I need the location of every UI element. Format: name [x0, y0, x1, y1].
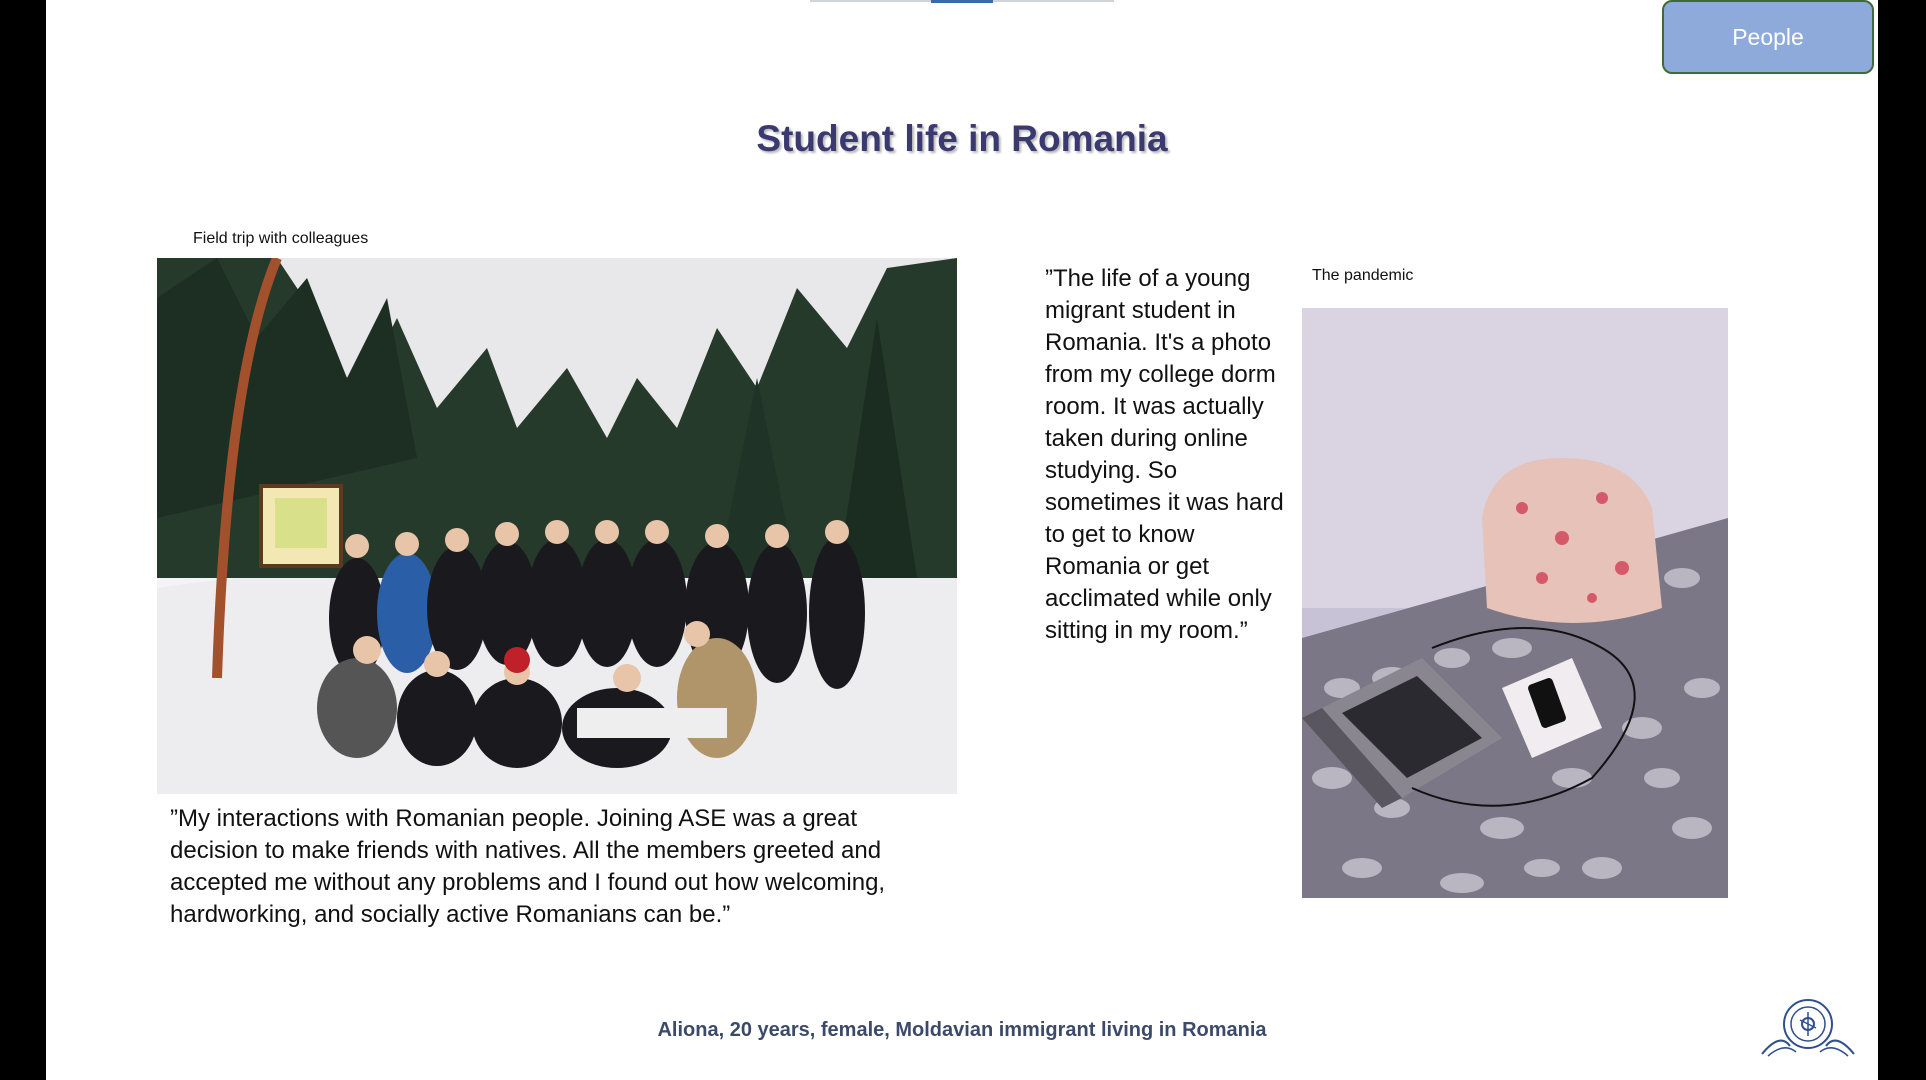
pandemic-caption: The pandemic	[1312, 267, 1414, 284]
people-button[interactable]: People	[1662, 0, 1874, 74]
quote-pandemic: ”The life of a young migrant student in Romania. It's a photo from my college dorm room. It was actually taken during online studying. So sometimes it was hard to get to know Romania or get acclimated while only sitting in my room.”	[1045, 265, 1284, 644]
university-emblem-icon	[1760, 996, 1856, 1060]
slide	[46, 0, 1878, 1080]
field-trip-caption: Field trip with colleagues	[193, 230, 369, 247]
slide-progress-bar	[810, 0, 1114, 2]
pandemic-photo	[1302, 308, 1728, 898]
slide-title: Student life in Romania	[756, 118, 1168, 159]
field-trip-photo	[157, 258, 957, 794]
slide-progress-indicator	[931, 0, 993, 3]
slide-footer: Aliona, 20 years, female, Moldavian immigrant living in Romania	[657, 1019, 1267, 1041]
quote-interactions: ”My interactions with Romanian people. Joining ASE was a great decision to make friends with natives. All the members greeted and accepted me without any problems and I found out how welcoming, hardworking, and socially active Romanians can be.”	[170, 805, 886, 928]
